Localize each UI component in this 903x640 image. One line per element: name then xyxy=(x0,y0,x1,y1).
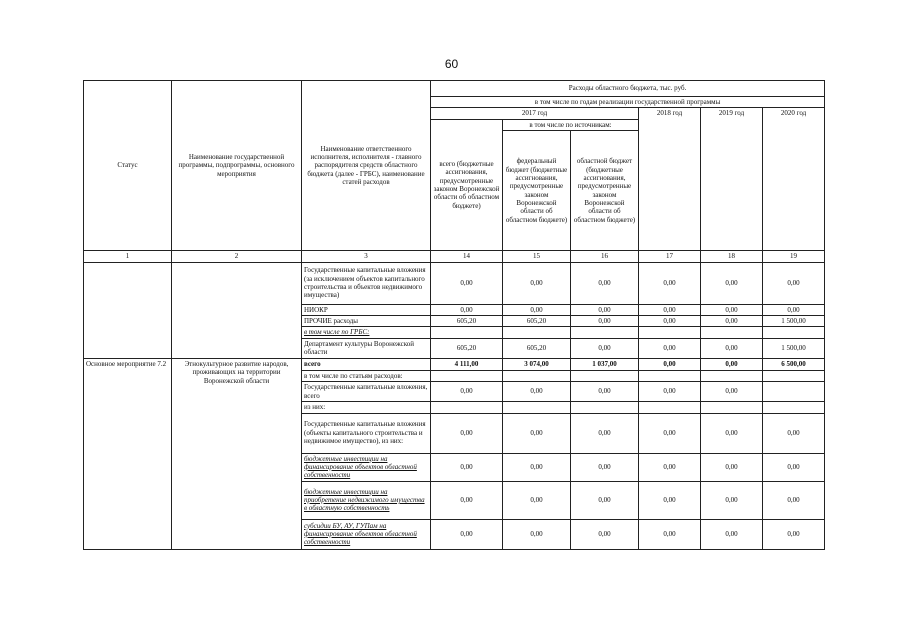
column-number: 19 xyxy=(763,251,825,262)
value-cell xyxy=(639,370,701,381)
header-years-subtitle: в том числе по годам реализации государственной программы xyxy=(431,97,825,108)
value-cell: 0,00 xyxy=(639,304,701,315)
value-cell: 0,00 xyxy=(571,338,639,358)
value-cell: 6 500,00 xyxy=(763,358,825,370)
value-cell: 1 500,00 xyxy=(763,338,825,358)
column-number: 3 xyxy=(302,251,431,262)
value-cell: 0,00 xyxy=(701,262,763,304)
program-cell: Этнокультурное развитие народов, проживающих на территории Воронежской области xyxy=(172,358,302,549)
column-number: 14 xyxy=(431,251,503,262)
value-cell: 0,00 xyxy=(701,481,763,519)
value-cell: 605,20 xyxy=(431,338,503,358)
header-executor: Наименование ответственного исполнителя, исполнителя - главного распорядителя средств областного бюджета (далее - ГРБС), наименование статей расходов xyxy=(302,81,431,251)
header-year-2020: 2020 год xyxy=(763,108,825,251)
header-sources: в том числе по источникам: xyxy=(503,119,639,130)
program-cell xyxy=(172,262,302,358)
value-cell: 605,20 xyxy=(503,338,571,358)
value-cell: 0,00 xyxy=(639,413,701,453)
value-cell: 0,00 xyxy=(571,304,639,315)
column-number: 17 xyxy=(639,251,701,262)
table-row xyxy=(84,262,825,304)
value-cell xyxy=(503,327,571,338)
value-cell: 0,00 xyxy=(571,315,639,326)
header-total: всего (бюджетные ассигнования, предусмотренные законом Воронежской области об областном бюджете) xyxy=(431,119,503,250)
value-cell: 0,00 xyxy=(763,481,825,519)
value-cell xyxy=(431,370,503,381)
value-cell: 0,00 xyxy=(701,413,763,453)
value-cell: 0,00 xyxy=(763,413,825,453)
row-name: НИОКР xyxy=(302,304,431,315)
row-name: в том числе по статьям расходов: xyxy=(302,370,431,381)
row-name: в том числе по ГРБС: xyxy=(302,327,431,338)
row-name: Государственные капитальные вложения (объекты капитального строительства и недвижимое имущество), из них: xyxy=(302,413,431,453)
value-cell: 0,00 xyxy=(503,262,571,304)
column-number: 18 xyxy=(701,251,763,262)
value-cell xyxy=(431,327,503,338)
value-cell: 0,00 xyxy=(571,262,639,304)
value-cell: 0,00 xyxy=(763,453,825,481)
value-cell: 0,00 xyxy=(571,481,639,519)
value-cell: 0,00 xyxy=(503,519,571,549)
value-cell xyxy=(763,382,825,402)
value-cell: 0,00 xyxy=(701,304,763,315)
value-cell xyxy=(571,370,639,381)
row-name: бюджетные инвестиции на приобретение недвижимого имущества в областную собственность xyxy=(302,481,431,519)
value-cell: 0,00 xyxy=(503,382,571,402)
row-name: Департамент культуры Воронежской области xyxy=(302,338,431,358)
value-cell: 0,00 xyxy=(701,358,763,370)
value-cell: 0,00 xyxy=(763,519,825,549)
value-cell xyxy=(571,402,639,413)
table-row xyxy=(84,358,825,370)
value-cell: 0,00 xyxy=(431,382,503,402)
column-number: 2 xyxy=(172,251,302,262)
header-year-2018: 2018 год xyxy=(639,108,701,251)
value-cell xyxy=(571,327,639,338)
header-year-2019: 2019 год xyxy=(701,108,763,251)
value-cell: 0,00 xyxy=(701,519,763,549)
value-cell: 0,00 xyxy=(431,453,503,481)
value-cell: 0,00 xyxy=(571,382,639,402)
value-cell: 0,00 xyxy=(431,481,503,519)
column-number: 16 xyxy=(571,251,639,262)
value-cell: 0,00 xyxy=(571,519,639,549)
page-number: 60 xyxy=(444,57,459,71)
value-cell: 0,00 xyxy=(639,481,701,519)
value-cell: 0,00 xyxy=(431,519,503,549)
value-cell: 0,00 xyxy=(503,481,571,519)
value-cell: 0,00 xyxy=(503,304,571,315)
value-cell: 0,00 xyxy=(639,338,701,358)
row-name: всего xyxy=(302,358,431,370)
value-cell: 0,00 xyxy=(639,315,701,326)
row-name: субсидии БУ, АУ, ГУПам на финансирование объектов областной собственности xyxy=(302,519,431,549)
value-cell: 0,00 xyxy=(763,304,825,315)
value-cell: 1 500,00 xyxy=(763,315,825,326)
value-cell: 0,00 xyxy=(503,413,571,453)
value-cell: 0,00 xyxy=(639,382,701,402)
column-number-row xyxy=(84,251,825,262)
value-cell: 0,00 xyxy=(571,413,639,453)
value-cell xyxy=(431,402,503,413)
header-regional: областной бюджет (бюджетные ассигнования, предусмотренные законом Воронежской области об областном бюджете) xyxy=(571,131,639,251)
value-cell xyxy=(503,370,571,381)
value-cell xyxy=(503,402,571,413)
value-cell: 0,00 xyxy=(701,382,763,402)
row-name: ПРОЧИЕ расходы xyxy=(302,315,431,326)
value-cell: 3 074,00 xyxy=(503,358,571,370)
value-cell xyxy=(701,370,763,381)
value-cell: 0,00 xyxy=(639,519,701,549)
value-cell: 4 111,00 xyxy=(431,358,503,370)
row-name: Государственные капитальные вложения, всего xyxy=(302,382,431,402)
column-number: 15 xyxy=(503,251,571,262)
value-cell: 0,00 xyxy=(639,358,701,370)
header-expenses-title: Расходы областного бюджета, тыс. руб. xyxy=(431,81,825,97)
value-cell: 0,00 xyxy=(701,453,763,481)
header-federal: федеральный бюджет (бюджетные ассигнования, предусмотренные законом Воронежской области об областном бюджете) xyxy=(503,131,571,251)
value-cell xyxy=(701,327,763,338)
row-name: Государственные капитальные вложения (за исключением объектов капитального строительства и объектов недвижимого имущества) xyxy=(302,262,431,304)
budget-table xyxy=(83,80,825,550)
status-cell: Основное мероприятие 7.2 xyxy=(84,358,172,549)
value-cell: 1 037,00 xyxy=(571,358,639,370)
value-cell: 0,00 xyxy=(431,262,503,304)
value-cell: 0,00 xyxy=(571,453,639,481)
value-cell: 0,00 xyxy=(503,453,571,481)
value-cell: 0,00 xyxy=(763,262,825,304)
value-cell xyxy=(763,327,825,338)
value-cell xyxy=(763,370,825,381)
header-year-2017: 2017 год xyxy=(431,108,639,119)
value-cell xyxy=(701,402,763,413)
value-cell: 0,00 xyxy=(431,304,503,315)
value-cell: 0,00 xyxy=(639,453,701,481)
value-cell: 0,00 xyxy=(701,315,763,326)
header-status: Статус xyxy=(84,81,172,251)
status-cell xyxy=(84,262,172,358)
value-cell: 605,20 xyxy=(503,315,571,326)
row-name: из них: xyxy=(302,402,431,413)
row-name: бюджетные инвестиции на финансирование объектов областной собственности xyxy=(302,453,431,481)
value-cell: 0,00 xyxy=(431,413,503,453)
value-cell xyxy=(763,402,825,413)
value-cell xyxy=(639,402,701,413)
value-cell: 0,00 xyxy=(639,262,701,304)
value-cell: 0,00 xyxy=(701,338,763,358)
value-cell xyxy=(639,327,701,338)
value-cell: 605,20 xyxy=(431,315,503,326)
column-number: 1 xyxy=(84,251,172,262)
header-program: Наименование государственной программы, подпрограммы, основного мероприятия xyxy=(172,81,302,251)
